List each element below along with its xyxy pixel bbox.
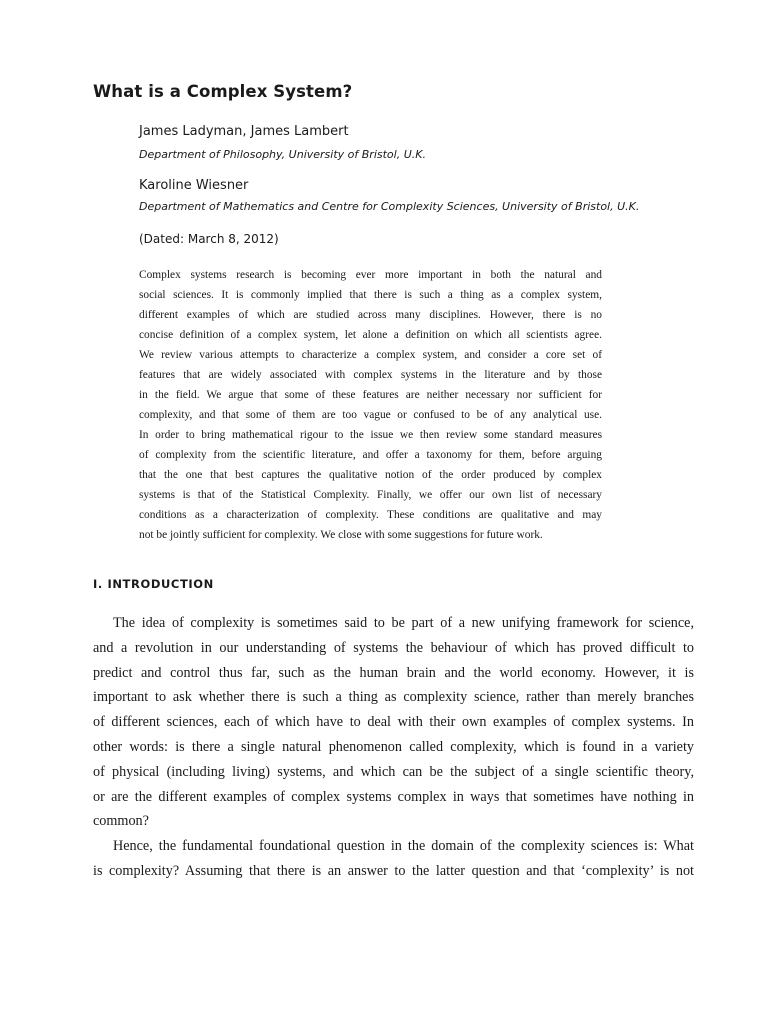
section-heading: I. INTRODUCTION [93, 577, 214, 591]
abstract-line: of complexity from the scientific literature, and offer a taxonomy for them, before arguing [139, 449, 602, 461]
author-group-2: Karoline Wiesner [139, 178, 249, 193]
body-line: predict and control thus far, such as the human brain and the world economy. However, it is [93, 664, 694, 681]
body-line: and a revolution in our understanding of systems the behaviour of which has proved difficult to [93, 639, 694, 656]
affiliation-2: Department of Mathematics and Centre for Complexity Sciences, University of Bristol, U.K. [139, 200, 640, 213]
body-line: Hence, the fundamental foundational question in the domain of the complexity sciences is: What [113, 838, 694, 855]
abstract-line: concise definition of a complex system, let alone a definition on which all scientists agree. [139, 329, 602, 341]
abstract-line: features that are widely associated with complex systems in the literature and by those [139, 369, 602, 381]
body-line: of physical (including living) systems, and which can be the subject of a single scientific theory, [93, 763, 694, 780]
abstract-line: In order to bring mathematical rigour to the issue we then review some standard measures [139, 429, 602, 441]
date-line: (Dated: March 8, 2012) [139, 232, 279, 246]
abstract-line: complexity, and that some of them are too vague or confused to be of any analytical use. [139, 409, 602, 421]
body-line: important to ask whether there is such a thing as complexity science, rather than merely branches [93, 689, 694, 706]
abstract-line: We review various attempts to characterize a complex system, and consider a core set of [139, 349, 602, 361]
abstract-line: social sciences. It is commonly implied that there is such a thing as a complex system, [139, 289, 602, 301]
abstract-line: different examples of which are studied across many disciplines. However, there is no [139, 309, 602, 321]
body-line: of different sciences, each of which have to deal with their own examples of complex systems. In [93, 714, 694, 731]
body-line: The idea of complexity is sometimes said to be part of a new unifying framework for science, [113, 615, 694, 631]
abstract-line: conditions as a characterization of complexity. These conditions are qualitative and may [139, 509, 602, 521]
body-line: is complexity? Assuming that there is an answer to the latter question and that ‘complexity’ is not [93, 862, 694, 879]
abstract-line: that the one that best captures the qualitative notion of the order produced by complex [139, 469, 602, 481]
affiliation-1: Department of Philosophy, University of Bristol, U.K. [139, 148, 426, 161]
author-group-1: James Ladyman, James Lambert [139, 124, 349, 139]
body-text [93, 611, 694, 884]
abstract [139, 265, 602, 545]
paper-title: What is a Complex System? [93, 82, 353, 101]
abstract-line: in the field. We argue that some of these features are neither necessary nor sufficient for [139, 389, 602, 401]
body-line: other words: is there a single natural phenomenon called complexity, which is found in a variety [93, 738, 694, 755]
abstract-line: Complex systems research is becoming ever more important in both the natural and [139, 269, 602, 281]
body-line: or are the different examples of complex systems complex in ways that sometimes have nothing in [93, 788, 694, 805]
abstract-line: not be jointly sufficient for complexity. We close with some suggestions for future work. [139, 529, 543, 541]
abstract-line: systems is that of the Statistical Complexity. Finally, we offer our own list of necessary [139, 489, 602, 501]
body-line: common? [93, 813, 149, 830]
